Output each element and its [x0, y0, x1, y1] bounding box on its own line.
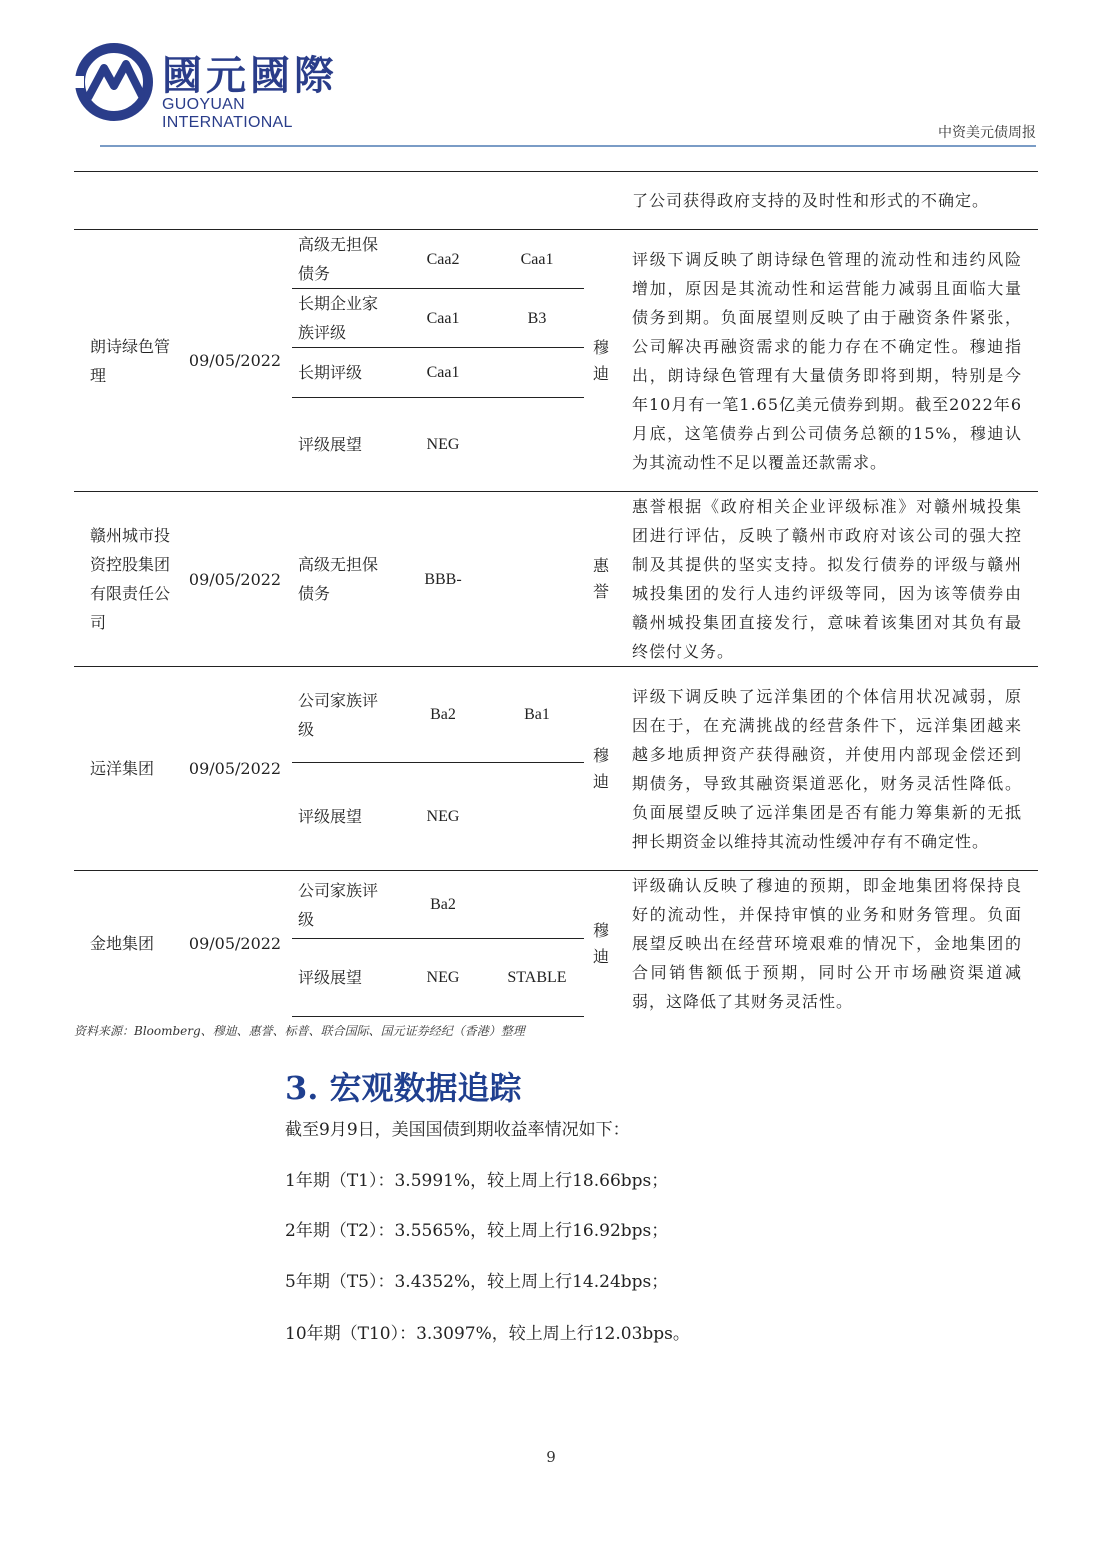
previous-rating: B3: [490, 289, 584, 348]
rating-reason: 评级确认反映了穆迪的预期，即金地集团将保持良好的流动性，并保持审慎的业务和财务管理。负面展望反映出在经营环境艰难的情况下，金地集团的合同销售额低于预期，同时公开市场融资渠道减弱，这降低了其财务灵活性。: [618, 871, 1038, 1017]
yield-item-t10: 10年期（T10）：3.3097%，较上周上行12.03bps。: [285, 1324, 690, 1344]
rating-agency: 穆 迪: [584, 667, 618, 871]
yield-item-t5: 5年期（T5）：3.4352%，较上周上行14.24bps；: [285, 1272, 669, 1292]
rating-type: 公司家族评级: [292, 667, 396, 763]
current-rating: BBB-: [396, 492, 490, 667]
previous-rating: Ba1: [490, 667, 584, 763]
yield-item-t1: 1年期（T1）：3.5991%，较上周上行18.66bps；: [285, 1171, 669, 1191]
current-rating: NEG: [396, 939, 490, 1017]
issuer-name: 赣州城市投资控股集团有限责任公司: [74, 492, 178, 667]
rating-type: 评级展望: [292, 939, 396, 1017]
rating-agency: 穆 迪: [584, 230, 618, 492]
header-divider: [100, 145, 1036, 147]
rating-reason: 评级下调反映了远洋集团的个体信用状况减弱，原因在于，在充满挑战的经营条件下，远洋集团越来越多地质押资产获得融资，并使用内部现金偿还到期债务，导致其融资渠道恶化，财务灵活性降低。负面展望反映了远洋集团是否有能力筹集新的无抵押长期资金以维持其流动性缓冲存有不确定性。: [618, 667, 1038, 871]
rating-date: 09/05/2022: [178, 871, 292, 1017]
page-number: 9: [546, 1448, 556, 1466]
previous-rating: Caa1: [490, 230, 584, 289]
table-row: [74, 667, 1038, 763]
rating-reason: 评级下调反映了朗诗绿色管理的流动性和违约风险增加，原因是其流动性和运营能力减弱且面临大量债务到期。负面展望则反映了由于融资条件紧张，公司解决再融资需求的能力存在不确定性。穆迪指出，朗诗绿色管理有大量债务即将到期，特别是今年10月有一笔1.65亿美元债券到期。截至2022年6月底，这笔债券占到公司债务总额的15%，穆迪认为其流动性不足以覆盖还款需求。: [618, 230, 1038, 492]
report-name: 中资美元债周报: [938, 125, 1036, 141]
section-intro: 截至9月9日，美国国债到期收益率情况如下：: [285, 1120, 630, 1140]
rating-type: 长期企业家族评级: [292, 289, 396, 348]
table-row: [74, 230, 1038, 289]
rating-agency: 穆 迪: [584, 871, 618, 1017]
rating-type: 高级无担保债务: [292, 230, 396, 289]
rating-type: 高级无担保债务: [292, 492, 396, 667]
rating-date: 09/05/2022: [178, 492, 292, 667]
rating-type: 评级展望: [292, 763, 396, 871]
rating-type: 长期评级: [292, 348, 396, 398]
previous-rating: [490, 492, 584, 667]
yield-item-t2: 2年期（T2）：3.5565%，较上周上行16.92bps；: [285, 1221, 669, 1241]
company-logo: [74, 42, 374, 131]
rating-type: 评级展望: [292, 398, 396, 492]
current-rating: NEG: [396, 763, 490, 871]
previous-rating: STABLE: [490, 939, 584, 1017]
current-rating: NEG: [396, 398, 490, 492]
table-row-continuation: [74, 172, 1038, 230]
issuer-name: 朗诗绿色管理: [74, 230, 178, 492]
rating-date: 09/05/2022: [178, 667, 292, 871]
rating-reason: 了公司获得政府支持的及时性和形式的不确定。: [618, 172, 1038, 230]
current-rating: Ba2: [396, 667, 490, 763]
rating-date: 09/05/2022: [178, 230, 292, 492]
section-title: 3. 宏观数据追踪: [285, 1069, 522, 1107]
current-rating: Caa1: [396, 289, 490, 348]
previous-rating: [490, 763, 584, 871]
rating-type: 公司家族评级: [292, 871, 396, 939]
logo-chinese-name: 國元國際: [162, 53, 338, 99]
previous-rating: [490, 398, 584, 492]
previous-rating: [490, 348, 584, 398]
current-rating: Caa2: [396, 230, 490, 289]
source-note: 资料来源：Bloomberg、穆迪、惠誉、标普、联合国际、国元证券经纪（香港）整理: [74, 1024, 525, 1038]
current-rating: Caa1: [396, 348, 490, 398]
table-row: [74, 871, 1038, 939]
rating-changes-table: [74, 171, 1038, 1017]
rating-agency: 惠 誉: [584, 492, 618, 667]
logo-english-name: GUOYUAN INTERNATIONAL: [162, 96, 293, 131]
issuer-name: 远洋集团: [74, 667, 178, 871]
current-rating: Ba2: [396, 871, 490, 939]
rating-reason: 惠誉根据《政府相关企业评级标准》对赣州城投集团进行评估，反映了赣州市政府对该公司的强大控制及其提供的坚实支持。拟发行债券的评级与赣州城投集团的发行人违约评级等同，因为该等债券由赣州城投集团直接发行，意味着该集团对其负有最终偿付义务。: [618, 492, 1038, 667]
table-row: [74, 492, 1038, 667]
guoyuan-logo-icon: [74, 42, 156, 122]
previous-rating: [490, 871, 584, 939]
issuer-name: 金地集团: [74, 871, 178, 1017]
